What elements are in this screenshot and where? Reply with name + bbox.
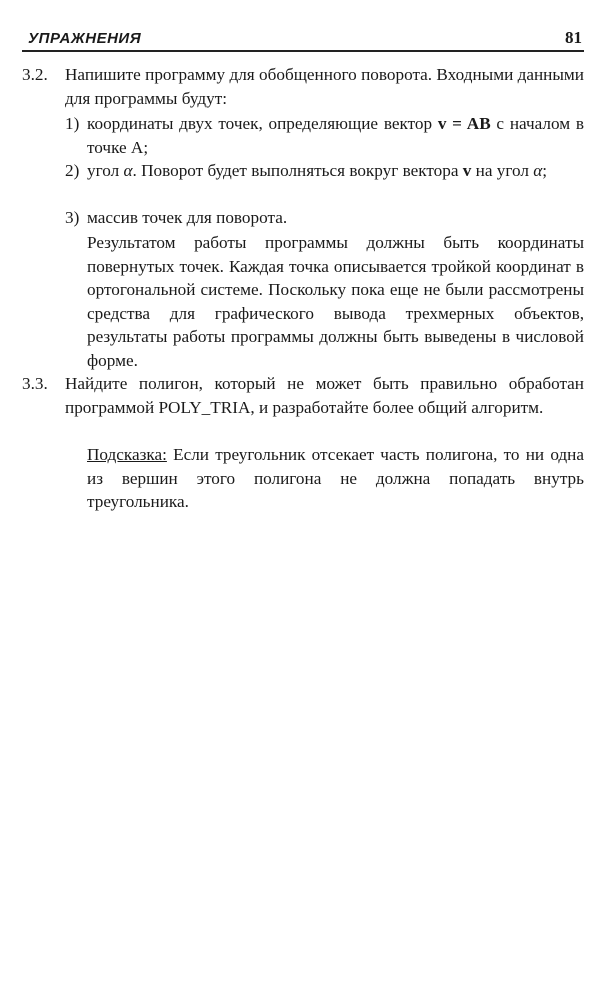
item-text-part: координаты двух точек, определяющие вектор [87,114,438,133]
exercise-number: 3.2. [22,65,48,84]
item-text-part: с началом в точке A; [87,114,584,157]
list-item-number: 2) [65,161,80,180]
hint-label: Подсказка: [87,445,167,464]
hint-text: Если треугольник отсекает часть полигона, то ни одна из вершин этого полигона не должна попадать внутрь треугольника. [87,445,584,511]
list-item-3 [65,206,584,230]
page-header [22,26,584,52]
exercise-text: Напишите программу для обобщенного поворота. Входными данными для программы будут: [65,65,584,108]
list-item-text: массив точек для поворота. [87,208,288,227]
item-text-part: ; [542,161,548,180]
item-text-part: угол [87,161,124,180]
item-text-part: . Поворот будет выполняться вокруг вектора [132,161,463,180]
running-head: УПРАЖНЕНИЯ [28,30,142,47]
result-paragraph: Результатом работы программы должны быть координаты повернутых точек. Каждая точка описывается тройкой координат в ортогональной системе. Поскольку пока еще не были рассмотрены средства для графического вывода трехмерных объектов, результаты работы программы должны быть выведены в числовой форме. [87,233,584,370]
header-rule [22,50,584,52]
list-item-text [87,112,584,159]
exercise-number: 3.3. [22,374,48,393]
vector-notation: v = AB [437,114,491,133]
exercise-text: Найдите полигон, который не может быть правильно обработан программой POLY_TRIA, и разработайте более общий алгоритм. [65,374,584,417]
exercise-3-3 [22,372,584,419]
page-number: 81 [565,28,582,47]
hint-paragraph [87,443,584,514]
list-item-1 [65,112,584,159]
item-text-part: на угол [471,161,534,180]
vector-notation: v [462,161,472,180]
list-item-number: 1) [65,114,80,133]
list-item-number: 3) [65,208,80,227]
angle-symbol: α [123,161,133,180]
angle-symbol: α [533,161,543,180]
list-item-text [87,159,584,183]
exercise-3-2-intro [22,63,584,110]
list-item-2 [65,159,584,183]
